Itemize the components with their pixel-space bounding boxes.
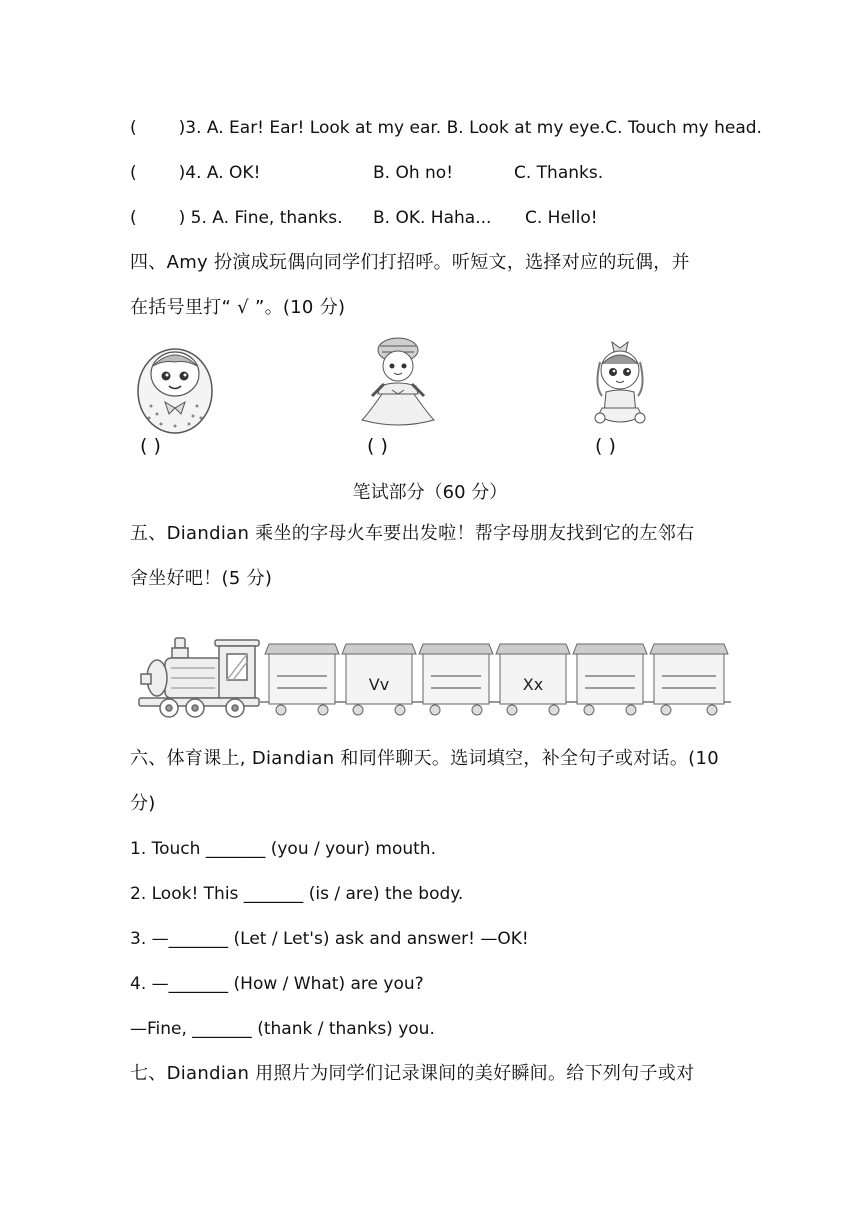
option-b: B. OK. Haha... — [373, 208, 492, 228]
baby-doll-image — [590, 336, 650, 432]
carriage-3 — [419, 644, 493, 715]
question-3: ( )3. A. Ear! Ear! Look at my ear. B. Look at my eye.C. Touch my head. — [130, 118, 762, 138]
section-6-line-1: 六、体育课上, Diandian 和同伴聊天。选词填空，补全句子或对话。(10 — [130, 748, 719, 769]
letter-train-image — [135, 632, 735, 724]
egg-doll-image — [135, 336, 215, 436]
fill-item-4-reply: —Fine, _______ (thank / thanks) you. — [130, 1019, 435, 1039]
section-4-line-2: 在括号里打“ √ ”。(10 分) — [130, 297, 346, 318]
train-letter-vv: Vv — [368, 675, 390, 694]
dress-doll-image — [358, 336, 438, 428]
fill-item-3: 3. —_______ (Let / Let's) ask and answer! —OK! — [130, 929, 529, 949]
option-b: B. Oh no! — [373, 163, 454, 183]
carriage-5 — [573, 644, 647, 715]
doll-2-answer-bracket[interactable]: ( ) — [367, 435, 388, 457]
section-5-line-1: 五、Diandian 乘坐的字母火车要出发啦！帮字母朋友找到它的左邻右 — [130, 523, 695, 544]
question-5: ( ) 5. A. Fine, thanks. B. OK. Haha... C. Hello! — [130, 208, 598, 228]
carriage-1 — [265, 644, 339, 715]
carriage-6 — [650, 644, 728, 715]
fill-item-2: 2. Look! This _______ (is / are) the body. — [130, 884, 464, 904]
doll-1-answer-bracket[interactable]: ( ) — [140, 435, 161, 457]
carriage-4 — [496, 644, 570, 715]
section-5-line-2: 舍坐好吧！(5 分) — [130, 568, 273, 589]
option-c: C. Hello! — [525, 208, 598, 228]
train-engine — [139, 638, 259, 717]
fill-item-1: 1. Touch _______ (you / your) mouth. — [130, 839, 436, 859]
section-6-line-2: 分) — [130, 793, 156, 814]
section-7-line-1: 七、Diandian 用照片为同学们记录课间的美好瞬间。给下列句子或对 — [130, 1063, 695, 1084]
section-4-line-1: 四、Amy 扮演成玩偶向同学们打招呼。听短文，选择对应的玩偶，并 — [130, 252, 690, 273]
doll-3-answer-bracket[interactable]: ( ) — [595, 435, 616, 457]
carriage-2 — [342, 644, 416, 715]
fill-item-4: 4. —_______ (How / What) are you? — [130, 974, 424, 994]
written-part-heading: 笔试部分（60 分） — [352, 482, 508, 503]
train-letter-xx: Xx — [522, 675, 544, 694]
option-c: C. Thanks. — [514, 163, 604, 183]
question-4: ( )4. A. OK! B. Oh no! C. Thanks. — [130, 163, 604, 183]
